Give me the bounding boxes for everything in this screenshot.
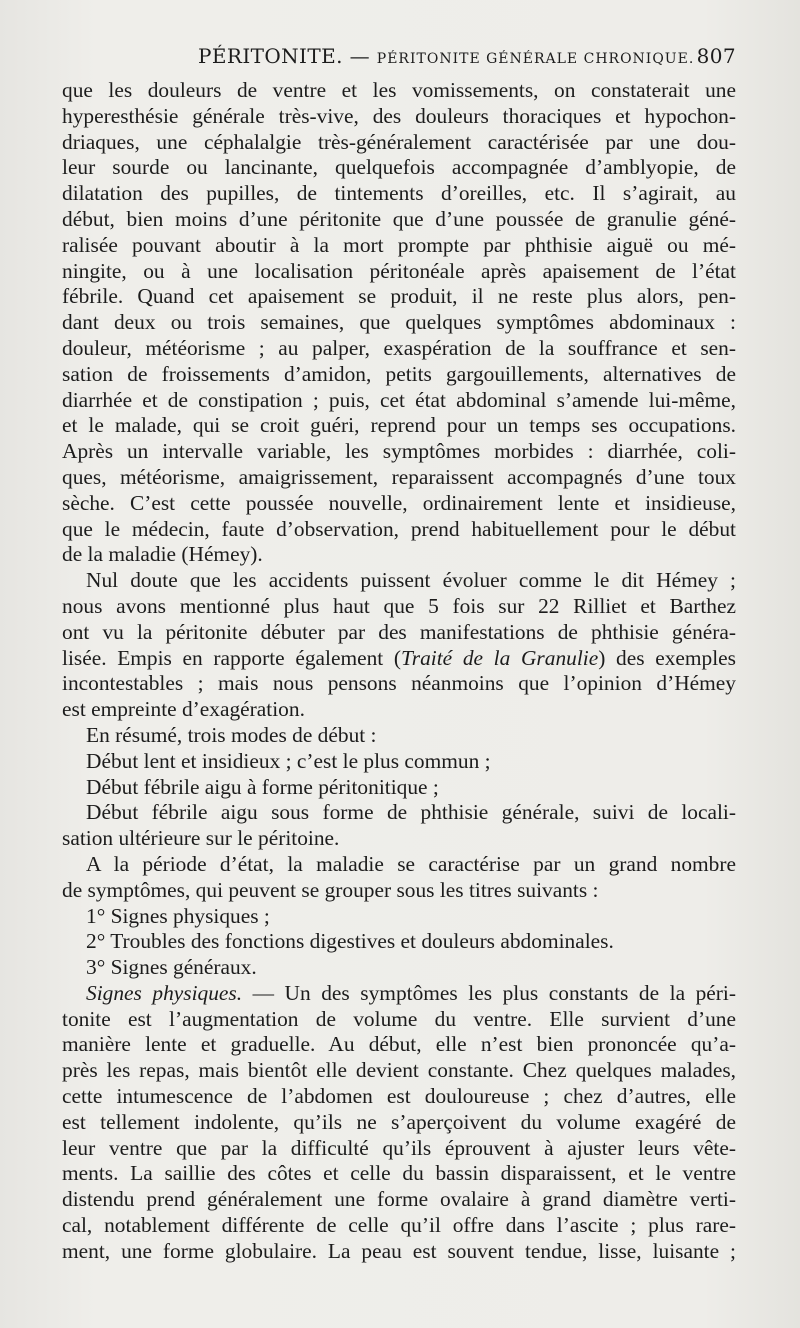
text-line: début, bien moins d’une péritonite que d’une poussée de granulie géné- (62, 206, 736, 231)
running-title (198, 44, 694, 68)
italic-run: Traité de la Granulie (401, 645, 599, 670)
text-line: ningite, ou à une localisation péritonéale après apaisement de l’état (62, 258, 736, 283)
text-line: douleur, météorisme ; au palper, exaspération de la souffrance et sen- (62, 335, 736, 360)
text-line: Nul doute que les accidents puissent évoluer comme le dit Hémey ; (86, 568, 736, 593)
text-line: de la maladie (Hémey). (62, 542, 263, 567)
text-line: Début fébrile aigu sous forme de phthisie générale, suivi de locali- (86, 800, 736, 825)
body-text (62, 78, 736, 1265)
text-line: dant deux ou trois semaines, que quelques symptômes abdominaux : (62, 310, 736, 335)
text-line: 2° Troubles des fonctions digestives et douleurs abdominales. (86, 929, 614, 954)
text-run: lisée. Empis en rapporte également ( (62, 645, 402, 670)
text-line: leur ventre que par la difficulté qu’ils éprouvent à ajuster leurs vête- (62, 1135, 736, 1160)
text-line: nous avons mentionné plus haut que 5 fois sur 22 Rilliet et Barthez (62, 593, 736, 618)
text-run: — Un des symptômes les plus constants de la péri- (242, 980, 736, 1005)
text-line: En résumé, trois modes de début : (86, 722, 377, 747)
text-line: est tellement indolente, qu’ils ne s’aperçoivent du volume exagéré de (62, 1109, 736, 1134)
text-line: ralisée pouvant aboutir à la mort prompte par phthisie aiguë ou mé- (62, 232, 736, 257)
text-line: cal, notablement différente de celle qu’il offre dans l’ascite ; plus rare- (62, 1213, 736, 1238)
text-line: de symptômes, qui peuvent se grouper sous les titres suivants : (62, 877, 599, 902)
header-title: PÉRITONITE. (198, 44, 343, 68)
text-line: distendu prend généralement une forme ovalaire à grand diamètre verti- (62, 1187, 736, 1212)
running-header (62, 44, 736, 74)
header-subtitle: PÉRITONITE GÉNÉRALE CHRONIQUE. (376, 51, 695, 67)
italic-run: Signes physiques. (86, 980, 243, 1005)
text-line: cette intumescence de l’abdomen est douloureuse ; chez d’autres, elle (62, 1084, 736, 1109)
header-separator: — (349, 44, 371, 68)
text-line: ont vu la péritonite débuter par des manifestations de phthisie généra- (62, 619, 736, 644)
text-line: ments. La saillie des côtes et celle du bassin disparaissent, et le ventre (62, 1161, 736, 1186)
text-line: sèche. C’est cette poussée nouvelle, ordinairement lente et insidieuse, (62, 490, 736, 515)
text-line: 1° Signes physiques ; (86, 903, 270, 928)
text-line: ment, une forme globulaire. La peau est souvent tendue, lisse, luisante ; (62, 1238, 736, 1263)
text-line: dilatation des pupilles, de tintements d’oreilles, etc. Il s’agirait, au (62, 181, 736, 206)
text-line: tonite est l’augmentation de volume du ventre. Elle survient d’une (62, 1006, 736, 1031)
text-line (62, 981, 736, 1007)
text-line: est empreinte d’exagération. (62, 697, 305, 722)
text-line (62, 646, 736, 672)
text-line: que le médecin, faute d’observation, prend habituellement pour le début (62, 516, 736, 541)
text-line: manière lente et graduelle. Au début, elle n’est bien prononcée qu’a- (62, 1032, 736, 1057)
text-line: driaques, une céphalalgie très-généralement caractérisée par une dou- (62, 129, 736, 154)
text-line: Début lent et insidieux ; c’est le plus commun ; (86, 748, 491, 773)
text-line: leur sourde ou lancinante, quelquefois accompagnée d’amblyopie, de (62, 155, 736, 180)
text-run: ) des exemples (598, 645, 736, 670)
text-line: sation ultérieure sur le péritoine. (62, 826, 340, 851)
text-line: sation de froissements d’amidon, petits gargouillements, alternatives de (62, 361, 736, 386)
text-line: près les repas, mais bientôt elle devient constante. Chez quelques malades, (62, 1058, 736, 1083)
text-line: que les douleurs de ventre et les vomissements, on constaterait une (62, 78, 736, 102)
text-line: A la période d’état, la maladie se caractérise par un grand nombre (86, 851, 736, 876)
text-line: 3° Signes généraux. (86, 955, 257, 980)
text-line: incontestables ; mais nous pensons néanmoins que l’opinion d’Hémey (62, 671, 736, 696)
text-line: diarrhée et de constipation ; puis, cet état abdominal s’amende lui-même, (62, 387, 736, 412)
text-line: et le malade, qui se croit guéri, reprend pour un temps ses occupations. (62, 413, 736, 438)
page-number: 807 (696, 44, 736, 68)
text-line: hyperesthésie générale très-vive, des douleurs thoraciques et hypochon- (62, 103, 736, 128)
text-line: fébrile. Quand cet apaisement se produit, il ne reste plus alors, pen- (62, 284, 736, 309)
text-line: Début fébrile aigu à forme péritonitique ; (86, 774, 439, 799)
text-line: ques, météorisme, amaigrissement, reparaissent accompagnés d’une toux (62, 464, 736, 489)
text-line: Après un intervalle variable, les symptômes morbides : diarrhée, coli- (62, 439, 736, 464)
